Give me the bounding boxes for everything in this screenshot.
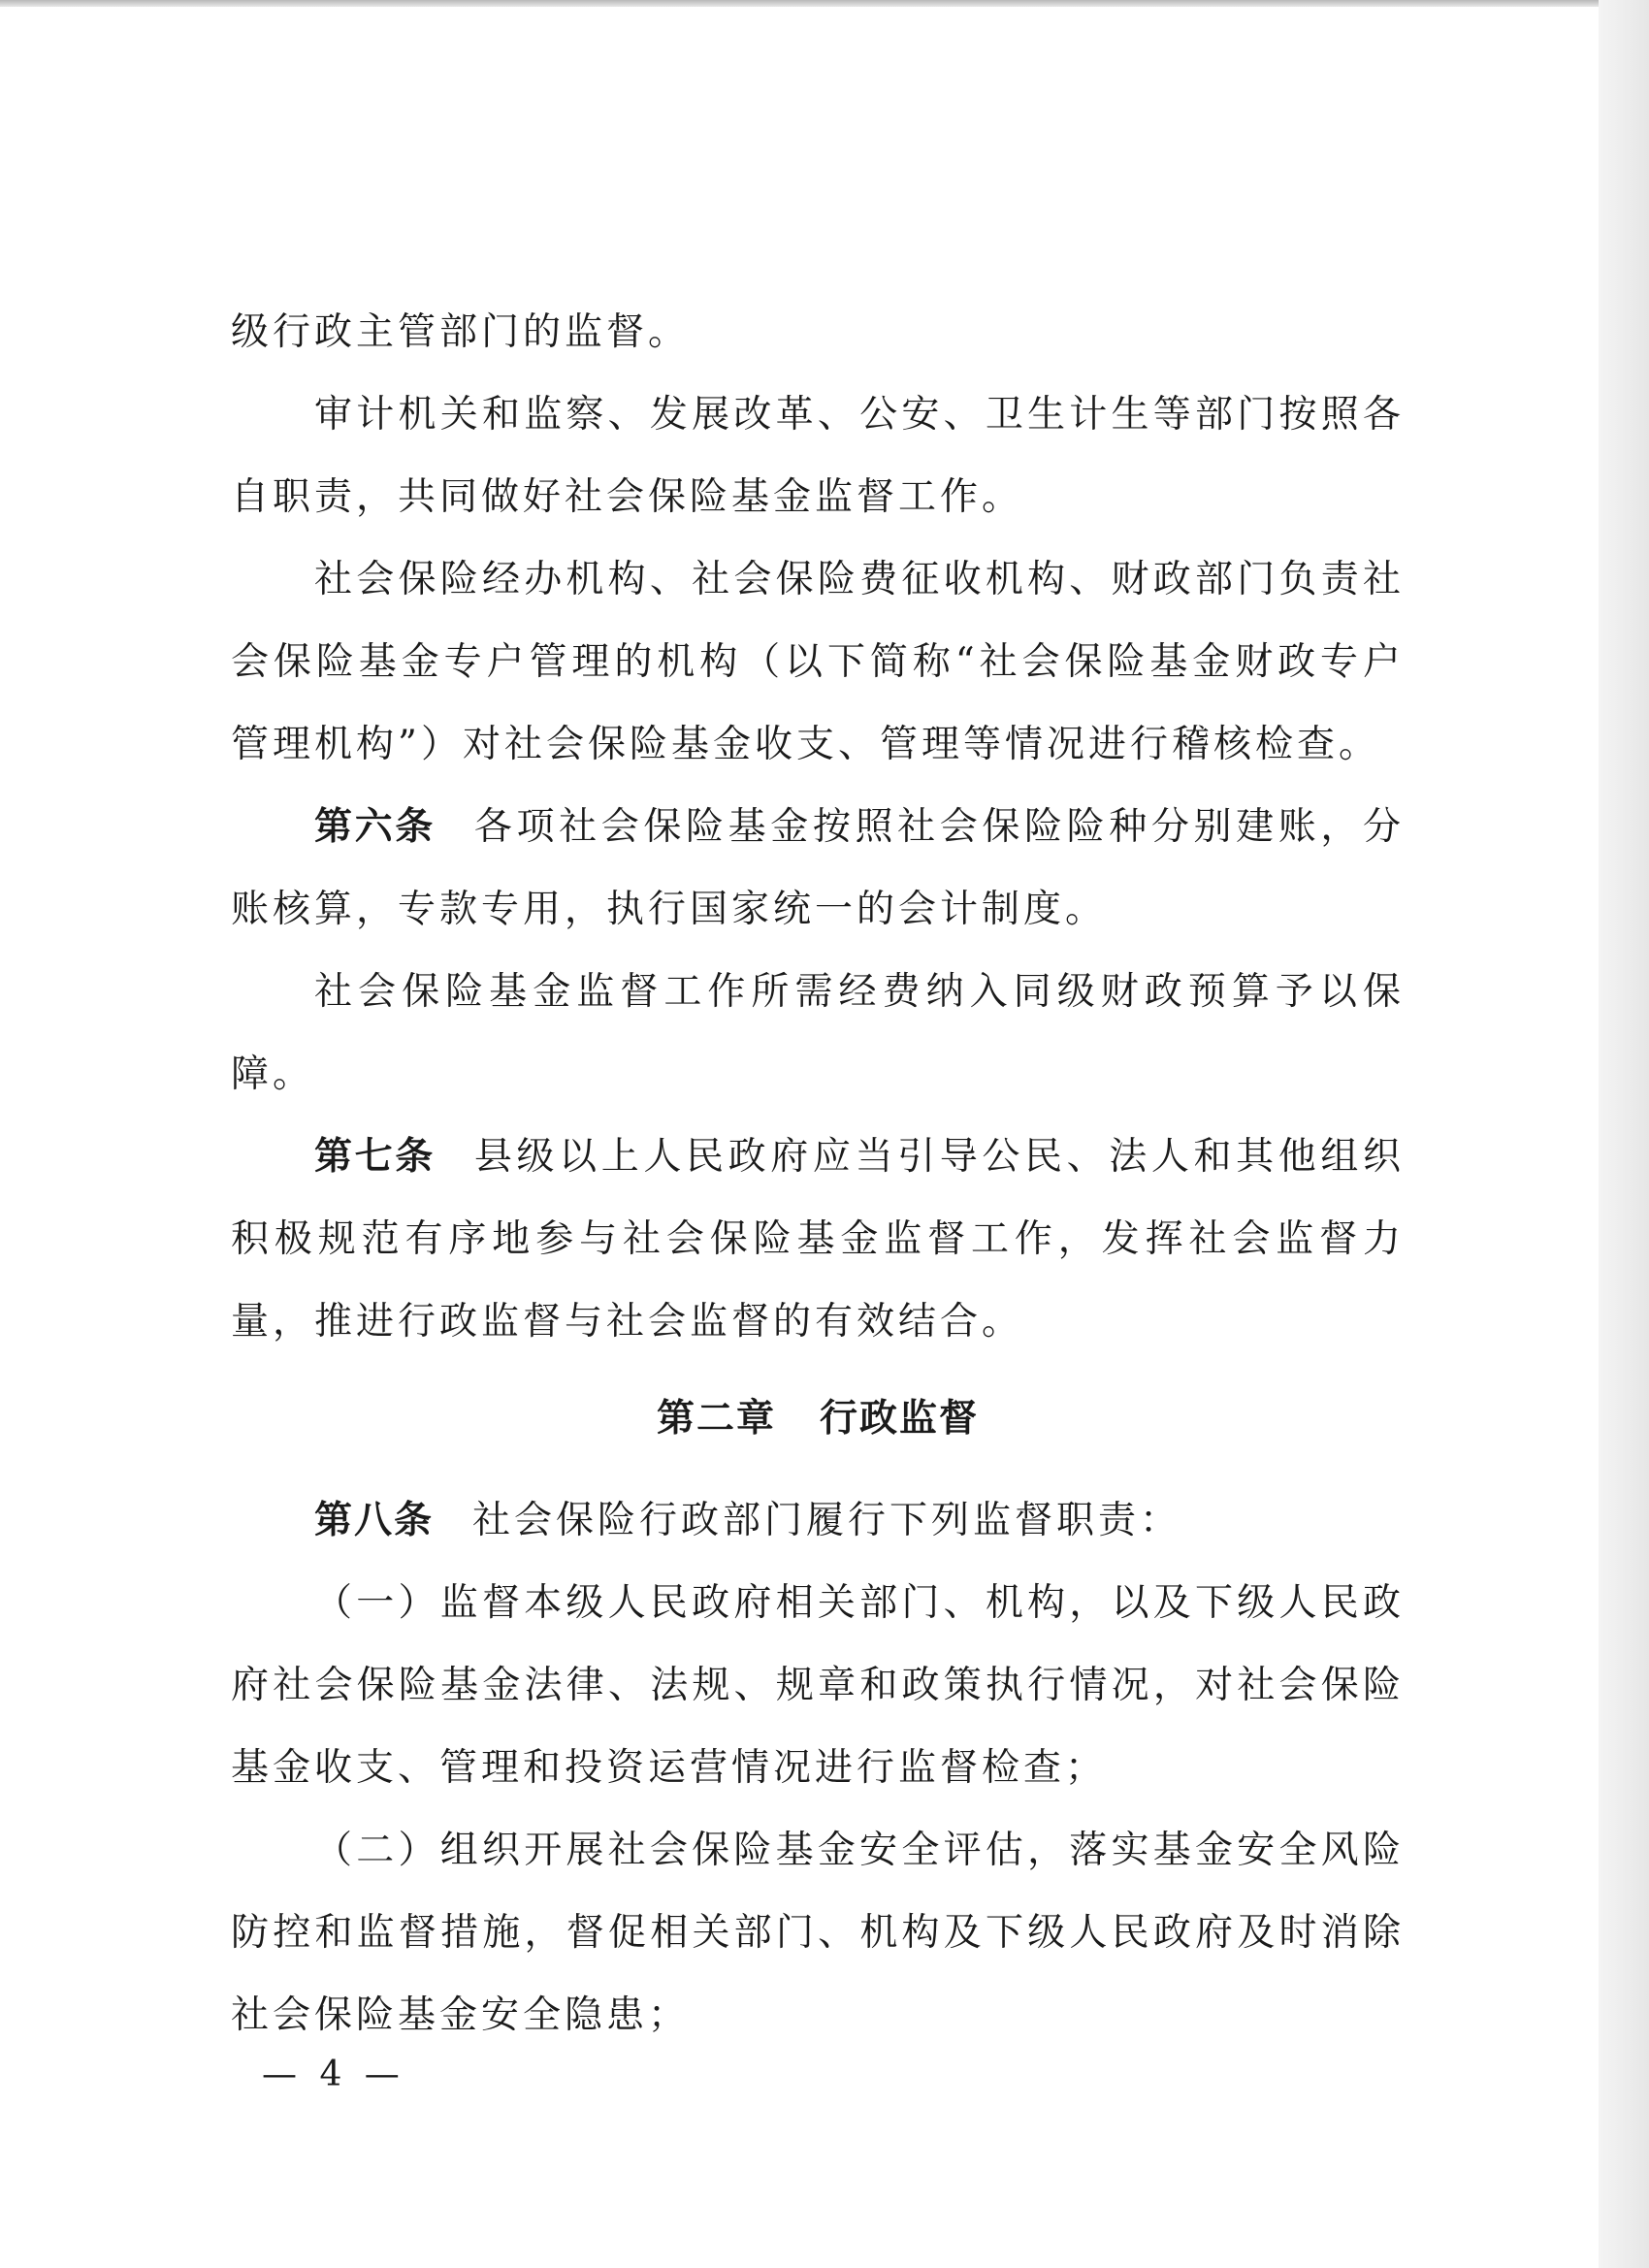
chapter-title: 行政监督 [820, 1397, 980, 1441]
article-7-text: 县级以上人民政府应当引导公民、法人和其他组织积极规范有序地参与社会保险基金监督工作，发挥社会监督力量，推进行政监督与社会监督的有效结合。 [231, 1135, 1405, 1344]
article-6-text: 各项社会保险基金按照社会保险险种分别建账，分账核算，专款专用，执行国家统一的会计制度。 [231, 805, 1405, 931]
article-6-label: 第六条 [314, 805, 436, 849]
article-7-label: 第七条 [314, 1135, 436, 1179]
article-8-text: 社会保险行政部门履行下列监督职责： [472, 1499, 1182, 1542]
article-8-label: 第八条 [314, 1499, 435, 1542]
article-6-paragraph-2: 社会保险基金监督工作所需经费纳入同级财政预算予以保障。 [231, 970, 1405, 1096]
scan-top-edge [0, 0, 1649, 7]
article-7 [231, 1116, 1405, 1363]
article-8-item-2: （二）组织开展社会保险基金安全评估，落实基金安全风险防控和监督措施，督促相关部门、机构及下级人民政府及时消除社会保险基金安全隐患； [231, 1829, 1405, 2037]
chapter-heading [231, 1377, 1405, 1460]
page-number: — 4 — [262, 2055, 405, 2094]
paragraph-continuation: 级行政主管部门的监督。 [231, 310, 691, 354]
article-6 [231, 786, 1405, 951]
article-8 [231, 1479, 1405, 1562]
article-8-item-1: （一）监督本级人民政府相关部门、机构，以及下级人民政府社会保险基金法律、法规、规章和政策执行情况，对社会保险基金收支、管理和投资运营情况进行监督检查； [231, 1581, 1405, 1790]
chapter-number: 第二章 [656, 1397, 776, 1441]
paragraph-audit-agencies: 审计机关和监察、发展改革、公安、卫生计生等部门按照各自职责，共同做好社会保险基金监督工作。 [231, 393, 1405, 519]
scan-right-edge [1599, 0, 1649, 2268]
document-page [231, 291, 1405, 2057]
paragraph-agencies-audit-check: 社会保险经办机构、社会保险费征收机构、财政部门负责社会保险基金专户管理的机构（以下简称“社会保险基金财政专户管理机构”）对社会保险基金收支、管理等情况进行稽核检查。 [231, 558, 1405, 766]
